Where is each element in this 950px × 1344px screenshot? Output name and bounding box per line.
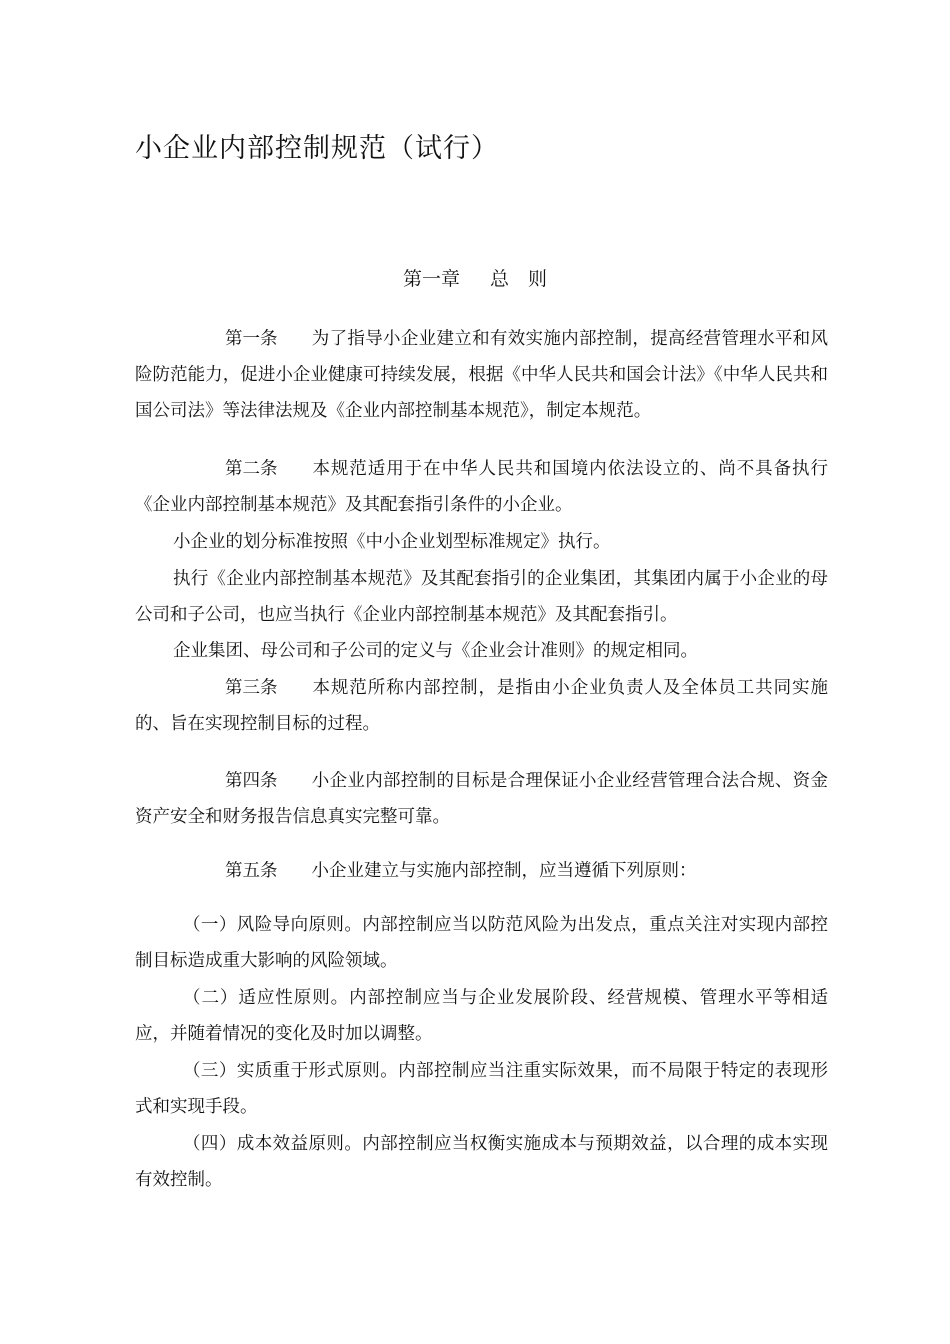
principle-text: （二）适应性原则。内部控制应当与企业发展阶段、经营规模、管理水平等相适应，并随着情况的变化及时加以调整。	[135, 988, 828, 1044]
article-1	[135, 321, 828, 429]
article-number: 第二条	[225, 459, 278, 479]
paragraph-text: 执行《企业内部控制基本规范》及其配套指引的企业集团，其集团内属于小企业的母公司和子公司，也应当执行《企业内部控制基本规范》及其配套指引。	[135, 569, 828, 625]
chapter-number: 第一章	[402, 268, 460, 290]
principle-text: （三）实质重于形式原则。内部控制应当注重实际效果，而不局限于特定的表现形式和实现手段。	[135, 1061, 828, 1117]
article-number: 第五条	[225, 861, 278, 881]
article-text: 本规范所称内部控制，是指由小企业负责人及全体员工共同实施的、旨在实现控制目标的过程。	[135, 678, 828, 734]
chapter-name: 总 则	[490, 268, 548, 290]
article-4	[135, 763, 828, 835]
article-5	[135, 853, 828, 889]
chapter-heading	[0, 264, 950, 291]
article-number: 第四条	[225, 771, 278, 791]
article-text: 小企业建立与实施内部控制，应当遵循下列原则：	[311, 861, 697, 881]
article-number: 第一条	[225, 329, 278, 349]
principle-item	[135, 1126, 828, 1198]
principle-item	[135, 907, 828, 979]
article-text: 小企业内部控制的目标是合理保证小企业经营管理合法合规、资金资产安全和财务报告信息真实完整可靠。	[135, 771, 828, 827]
article-text: 本规范适用于在中华人民共和国境内依法设立的、尚不具备执行《企业内部控制基本规范》及其配套指引条件的小企业。	[135, 459, 828, 515]
article-text: 为了指导小企业建立和有效实施内部控制，提高经营管理水平和风险防范能力，促进小企业健康可持续发展，根据《中华人民共和国会计法》《中华人民共和国公司法》等法律法规及《企业内部控制基本规范》，制定本规范。	[135, 329, 828, 421]
principle-text: （四）成本效益原则。内部控制应当权衡实施成本与预期效益，以合理的成本实现有效控制。	[135, 1134, 828, 1190]
principle-item	[135, 1053, 828, 1125]
document-title: 小企业内部控制规范（试行）	[135, 133, 499, 164]
article-2-paragraph	[135, 524, 828, 560]
article-2-paragraph	[135, 561, 828, 633]
principle-text: （一）风险导向原则。内部控制应当以防范风险为出发点，重点关注对实现内部控制目标造成重大影响的风险领域。	[135, 915, 828, 971]
paragraph-text: 企业集团、母公司和子公司的定义与《企业会计准则》的规定相同。	[173, 641, 698, 661]
principle-item	[135, 980, 828, 1052]
paragraph-text: 小企业的划分标准按照《中小企业划型标准规定》执行。	[173, 532, 611, 552]
article-3	[135, 670, 828, 742]
article-number: 第三条	[225, 678, 278, 698]
article-2-paragraph	[135, 633, 828, 669]
article-2	[135, 451, 828, 523]
